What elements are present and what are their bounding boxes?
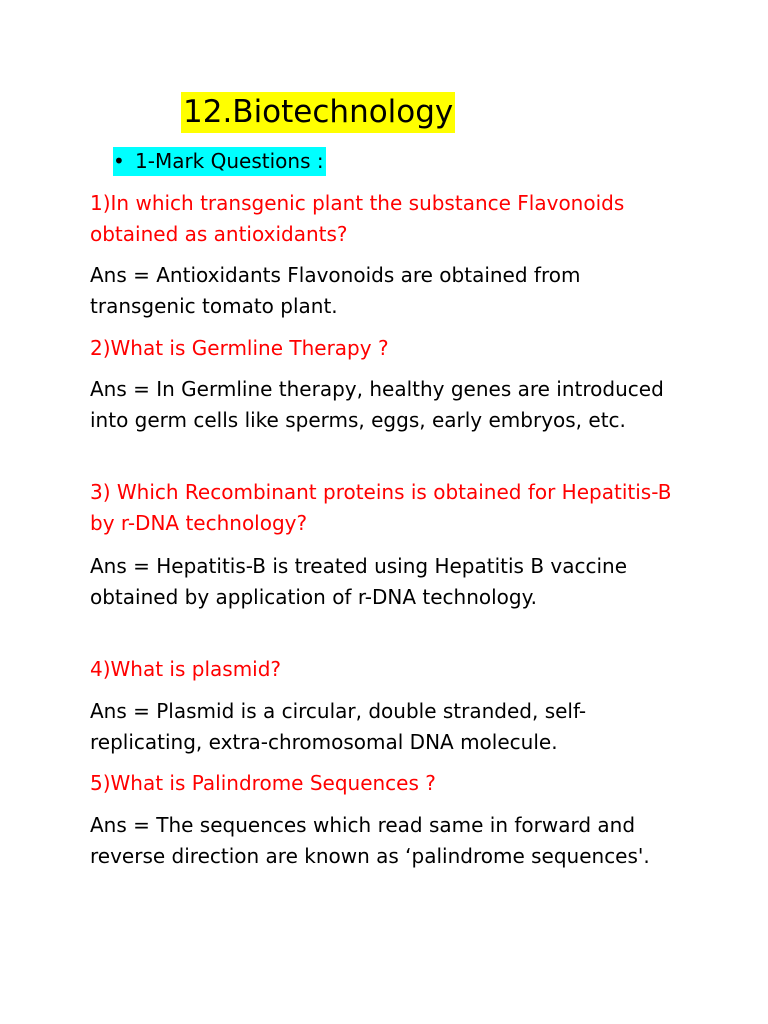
question-3: 3) Which Recombinant proteins is obtained for Hepatitis-B by r-DNA technology? — [90, 480, 672, 535]
section-heading-label: 1-Mark Questions : — [135, 149, 324, 173]
question-5: 5)What is Palindrome Sequences ? — [90, 771, 436, 795]
question-2: 2)What is Germline Therapy ? — [90, 336, 389, 360]
question-1: 1)In which transgenic plant the substance Flavonoids obtained as antioxidants? — [90, 191, 625, 246]
bullet-icon: • — [113, 149, 125, 173]
question-4: 4)What is plasmid? — [90, 657, 282, 681]
answer-2: Ans = In Germline therapy, healthy genes are introduced into germ cells like sperms, eggs, early embryos, etc. — [90, 377, 664, 432]
section-heading — [113, 147, 326, 176]
answer-1: Ans = Antioxidants Flavonoids are obtained from transgenic tomato plant. — [90, 263, 581, 318]
answer-4: Ans = Plasmid is a circular, double stranded, self-replicating, extra-chromosomal DNA molecule. — [90, 699, 587, 754]
answer-5: Ans = The sequences which read same in forward and reverse direction are known as ‘palindrome sequences'. — [90, 813, 650, 868]
answer-3: Ans = Hepatitis-B is treated using Hepatitis B vaccine obtained by application of r-DNA technology. — [90, 554, 628, 609]
page-title: 12.Biotechnology — [181, 92, 455, 133]
